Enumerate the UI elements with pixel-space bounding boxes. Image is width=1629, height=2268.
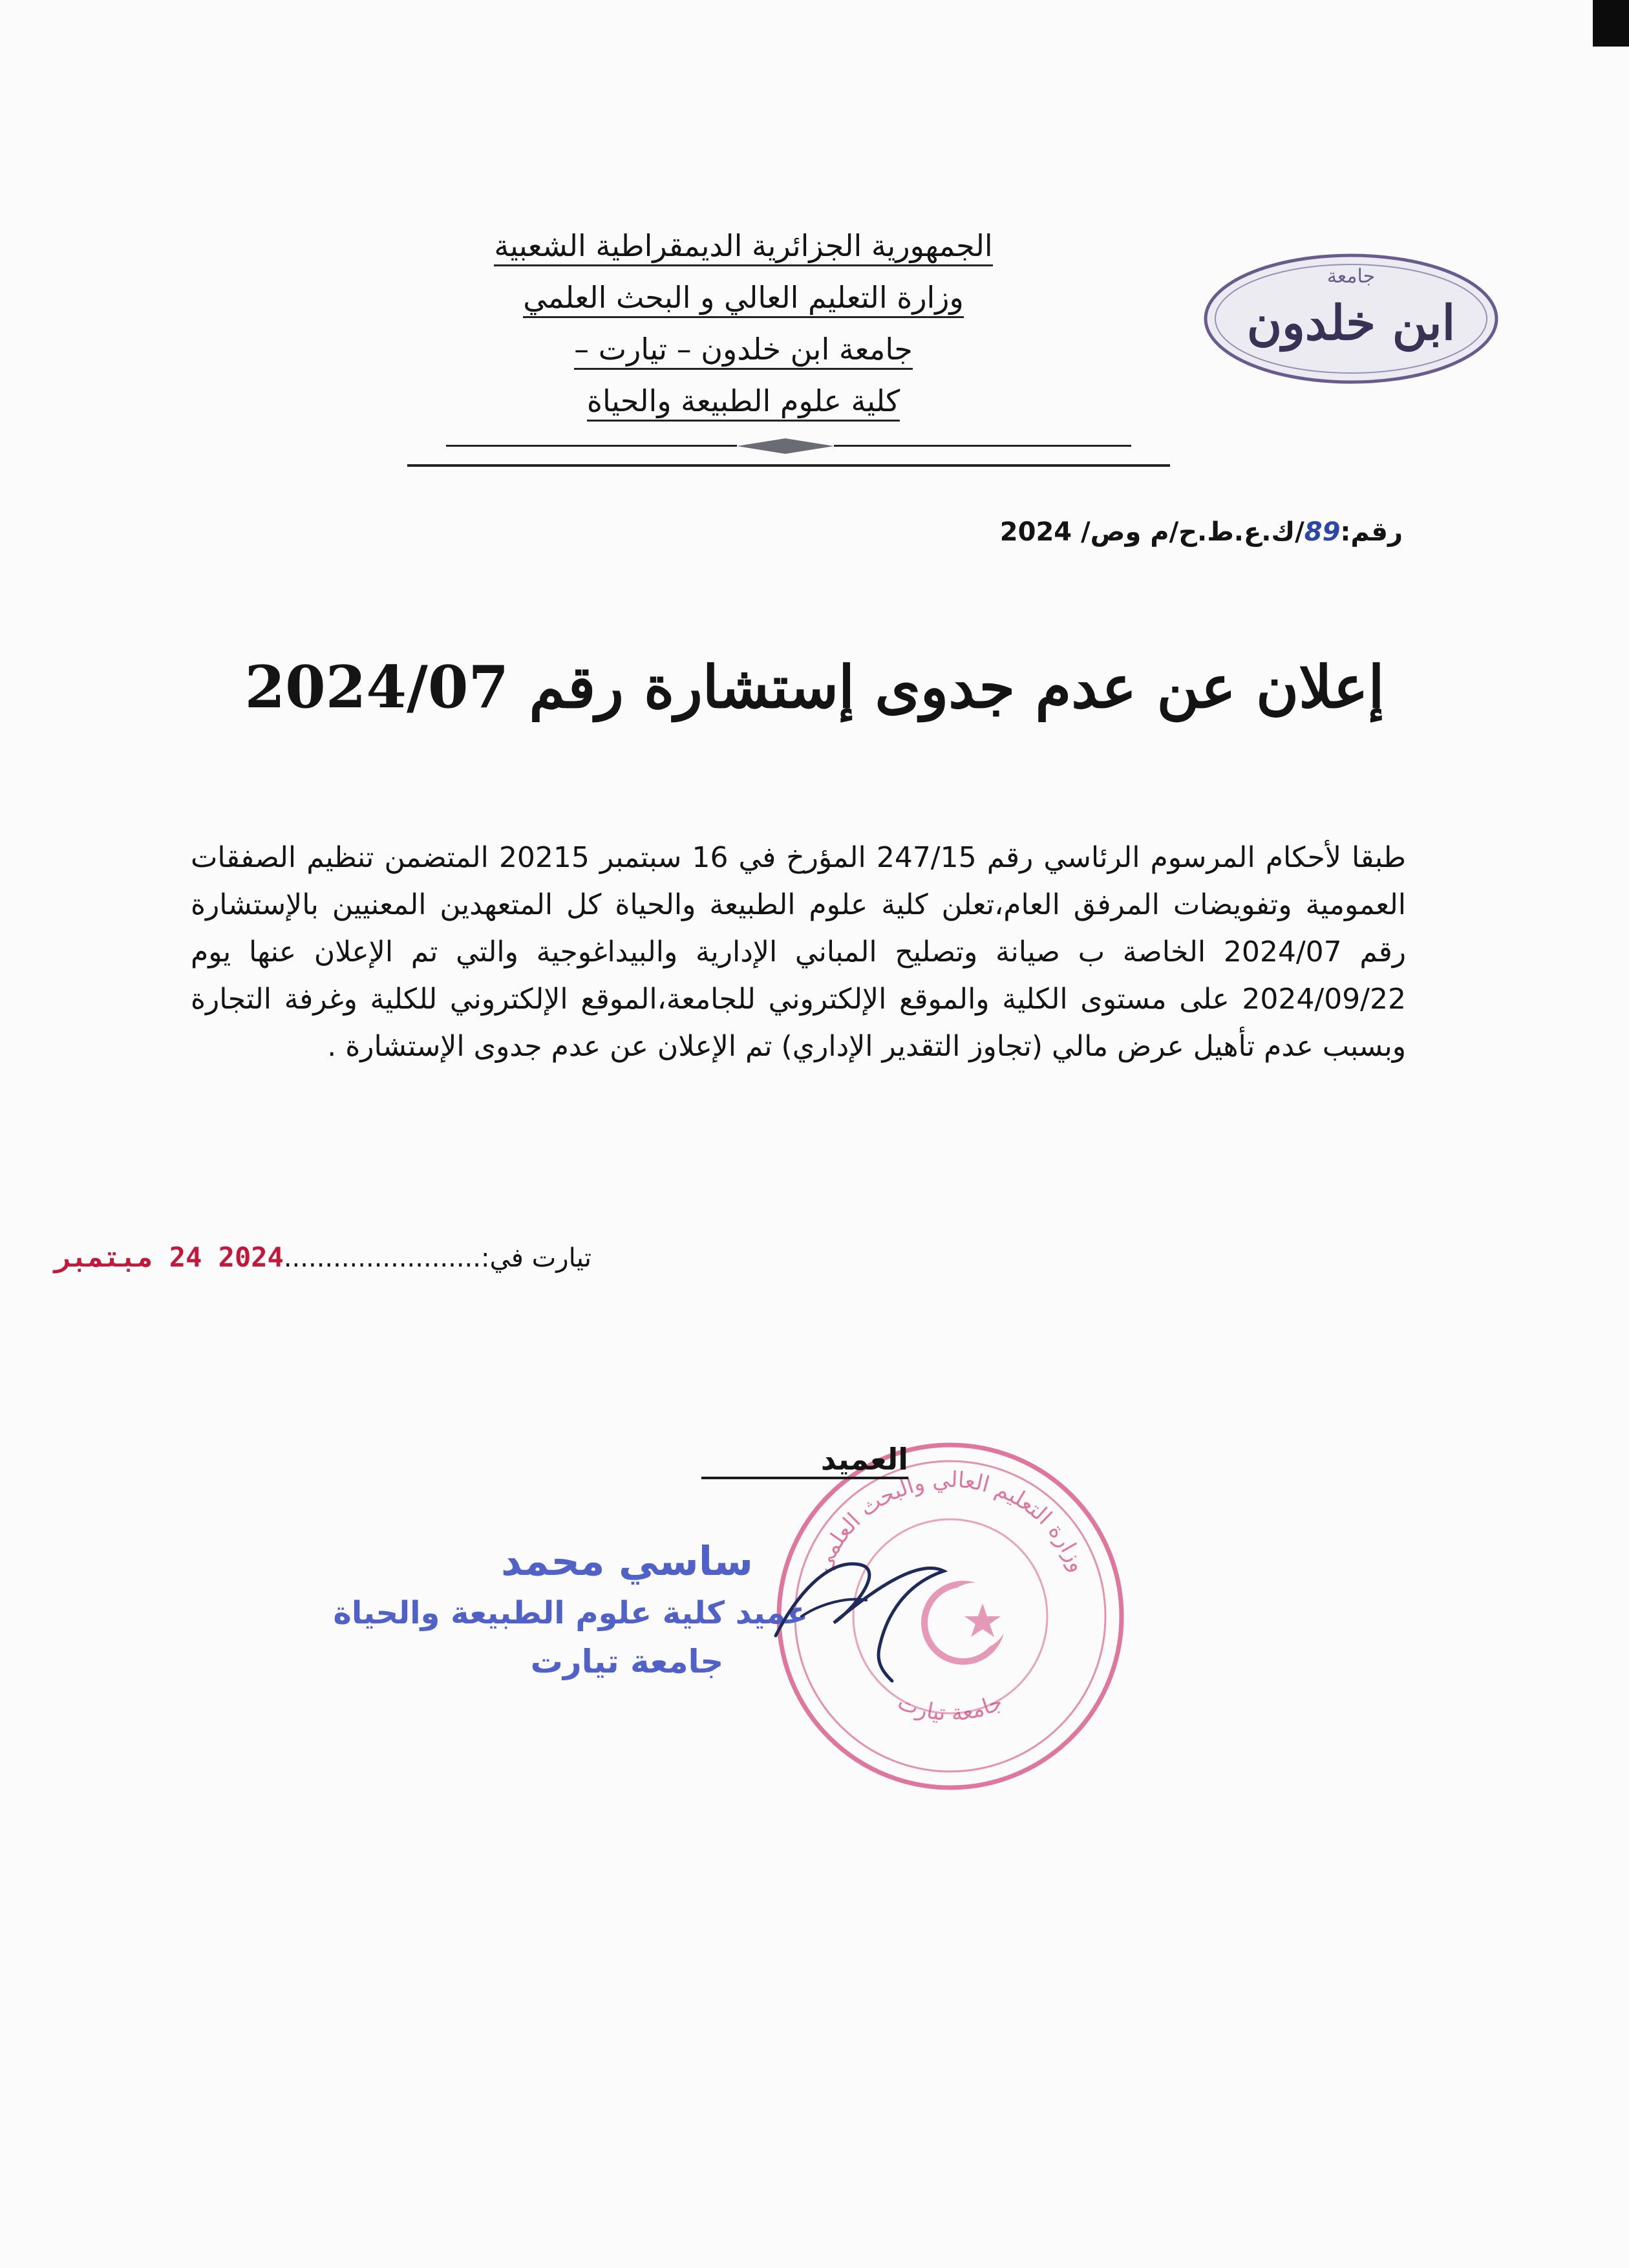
header-ministry-line bbox=[401, 272, 1086, 323]
university-logo bbox=[1199, 242, 1503, 391]
reference-handwritten-number: 89 bbox=[1304, 517, 1341, 547]
dean-title: العميد bbox=[701, 1442, 908, 1479]
header-rule-right bbox=[834, 445, 1131, 447]
reference-number bbox=[1000, 517, 1403, 547]
announcement-body: طبقا لأحكام المرسوم الرئاسي رقم 247/15 المؤرخ في 16 سبتمبر 20215 المتضمن تنظيم الصفقات العمومية وتفويضات المرفق العام،تعلن كلية علوم الطبيعة والحياة كل المتعهدين المعنيين بالإستشارة رقم 2024/07 الخاصة ب صيانة وتصليح المباني الإدارية والبيداغوجية والتي تم الإعلان عنها يوم 2024/09/22 على مستوى الكلية والموقع الإلكتروني للجامعة،الموقع الإلكتروني للكلية وغرفة التجارة وبسبب عدم تأهيل عرض مالي (تجاوز التقدير الإداري) تم الإعلان عن عدم جدوى الإستشارة . bbox=[191, 841, 1406, 1063]
header-university: جامعة ابن خلدون – تيارت – bbox=[574, 332, 913, 370]
document-header bbox=[401, 220, 1086, 427]
dean-stamp-university: جامعة تيارت bbox=[530, 1643, 724, 1680]
place-date-dots: ........................ bbox=[283, 1243, 481, 1273]
header-faculty-line bbox=[401, 375, 1086, 427]
seal-bottom-text: جامعة تيارت bbox=[893, 1689, 1007, 1727]
dean-stamp-name: ساسي محمد bbox=[501, 1537, 753, 1585]
dean-signature-stamp bbox=[333, 1532, 808, 1687]
header-university-line bbox=[401, 323, 1086, 375]
dean-stamp-role: عميد كلية علوم الطبيعة والحياة bbox=[333, 1595, 808, 1631]
place-and-date bbox=[55, 1241, 591, 1273]
header-republic: الجمهورية الجزائرية الديمقراطية الشعبية bbox=[494, 228, 992, 266]
logo-top-text: جامعة bbox=[1326, 265, 1376, 288]
reference-label: رقم: bbox=[1340, 517, 1403, 547]
header-republic-line bbox=[401, 220, 1086, 272]
announcement-title: إعلان عن عدم جدوى إستشارة رقم 2024/07 bbox=[244, 653, 1385, 722]
header-rule-bottom bbox=[407, 464, 1170, 467]
date-stamp: 2024 24 مبتمبر bbox=[54, 1241, 284, 1273]
handwritten-signature bbox=[756, 1519, 963, 1687]
header-divider-ornament bbox=[737, 437, 834, 455]
header-ministry: وزارة التعليم العالي و البحث العلمي bbox=[523, 280, 964, 318]
seal-top-text: وزارة التعليم العالي والبحث العلمي bbox=[809, 1466, 1091, 1576]
place-date-label: تيارت في: bbox=[480, 1243, 591, 1273]
logo-text: ابن خلدون bbox=[1246, 295, 1456, 351]
scan-corner-mark bbox=[1593, 0, 1629, 47]
reference-suffix: /ك.ع.ط.ح/م وص/ 2024 bbox=[999, 517, 1304, 547]
header-faculty: كلية علوم الطبيعة والحياة bbox=[587, 383, 900, 422]
header-rule-left bbox=[446, 445, 737, 447]
